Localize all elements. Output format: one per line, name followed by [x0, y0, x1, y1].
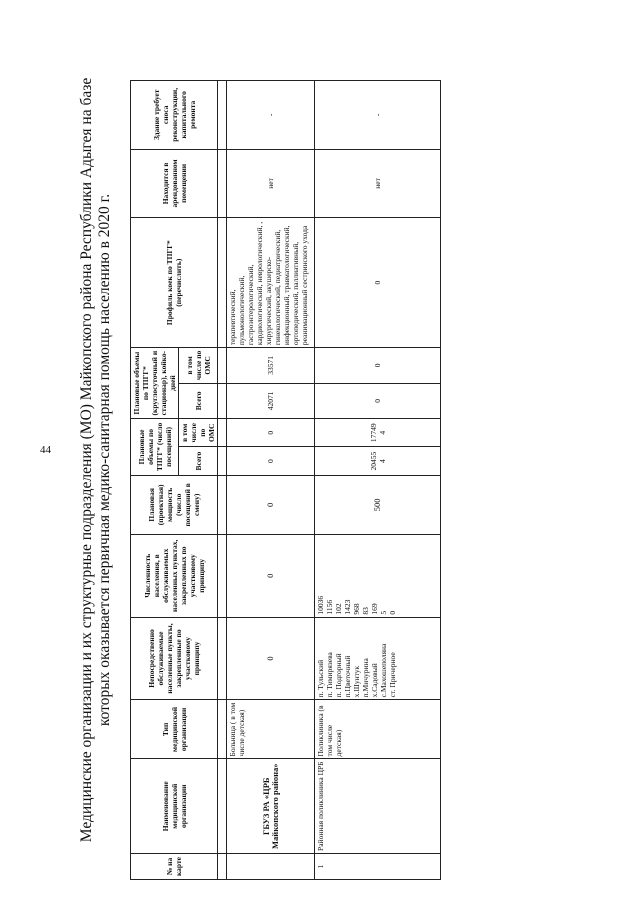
cell-capacity: 0	[227, 475, 315, 534]
cell-capacity: 500	[315, 475, 441, 534]
cell-type: Поликлиника (в том числе детская)	[315, 700, 441, 759]
medical-organizations-table	[130, 80, 441, 880]
header-name: Наименование медицинской организации	[131, 759, 218, 854]
title-line-2: которых оказывается первичная медико-санитарная помощь населению в 2020 г.	[96, 193, 113, 727]
cell-beds-total: 42071	[227, 383, 315, 418]
list-item: с.Махошеполяна	[379, 643, 388, 698]
list-item: п. Подгорный	[334, 653, 343, 698]
column-number-row	[218, 81, 227, 880]
cell-population	[315, 534, 441, 617]
header-rented: Находится в арендованном помещении	[131, 149, 218, 218]
cell-visits-total: 0	[227, 447, 315, 475]
list-item: 102	[334, 603, 343, 615]
list-item: 5	[379, 610, 388, 615]
header-beds-total: Всего	[179, 383, 218, 418]
header-visits: Плановые объемы по ТПГГ* (число посещений)	[131, 419, 179, 476]
cell-num: 1	[315, 854, 441, 880]
header-capacity: Плановая (проектная) мощность (число посещений в смену)	[131, 475, 218, 534]
cell-beds-total: 0	[315, 383, 441, 418]
cell-profile: 0	[315, 218, 441, 348]
cell-rented: нет	[315, 149, 441, 218]
cell-rented: нет	[227, 149, 315, 218]
cell-beds-oms: 0	[315, 348, 441, 383]
header-visits-oms: в том числе по ОМС	[179, 419, 218, 447]
cell-visits-total: 20455 4	[315, 447, 441, 475]
header-beds-oms: в том числе по ОМС	[179, 348, 218, 383]
list-item: п. Тульский	[316, 659, 325, 698]
cell-name: ГБУЗ РА «ЦРБ Майкопского района»	[227, 759, 315, 854]
header-population: Численность населения, в обслуживаемых населенных пунктах, закрепленных по участковому принципу	[131, 534, 218, 617]
header-type: Тип медицинской организации	[131, 700, 218, 759]
title-line-1: Медицинские организации и их структурные подразделения (МО) Майкопского района Республики Адыгея на базе	[78, 77, 95, 843]
header-beds: Плановые объемы по ТПГГ* (круглосуточный и стационар), койко-дней	[131, 348, 179, 419]
header-settlements: Непосредственно обслуживаемые населенные пункты, закрепленные по участковому принципу	[131, 617, 218, 700]
cell-name: Районная поликлиника ЦРБ	[315, 759, 441, 854]
list-item: ст. Причерное	[388, 652, 397, 698]
list-item: 1156	[325, 599, 334, 615]
list-item: п. Тимирязева	[325, 652, 334, 698]
list-item: п.Мичурина	[361, 658, 370, 698]
list-item: 1423	[343, 599, 352, 615]
cell-repair: -	[227, 81, 315, 150]
list-item: 169	[370, 603, 379, 615]
list-item: х.Шунтук	[352, 665, 361, 698]
list-item: 0	[388, 610, 397, 615]
cell-settlements	[315, 617, 441, 700]
cell-repair: -	[315, 81, 441, 150]
cell-profile: терапевтический, пульмонологический, гастроэнтерологический, кардиологический, неврологический, , хирургический, акушерско-гинекологический, педиатрический, инфекционный, травматологический, ортопедический, паллиативный, реанимационный сестринского ухода	[227, 218, 315, 348]
list-item: 968	[352, 603, 361, 615]
cell-type: Больница ( в том числе детская)	[227, 700, 315, 759]
cell-population: 0	[227, 534, 315, 617]
document-title	[78, 40, 130, 880]
list-item: 10036	[316, 595, 325, 615]
cell-visits-oms: 0	[227, 419, 315, 447]
list-item: 83	[361, 607, 370, 615]
header-visits-total: Всего	[179, 447, 218, 475]
list-item: п.Цветочный	[343, 655, 352, 698]
page-number: 44	[40, 444, 51, 456]
rotated-page	[78, 40, 638, 880]
cell-visits-oms: 17749 4	[315, 419, 441, 447]
header-repair: Здание требует сноса реконструкции, капитального ремонта	[131, 81, 218, 150]
header-profile: Профиль коек по ТПГГ* (перечислить)	[131, 218, 218, 348]
table-row-main	[227, 81, 315, 880]
list-item: х.Садовый	[370, 663, 379, 698]
cell-settlements: 0	[227, 617, 315, 700]
cell-beds-oms: 33571	[227, 348, 315, 383]
header-num: № на карте	[131, 854, 218, 880]
table-row-1	[315, 81, 441, 880]
